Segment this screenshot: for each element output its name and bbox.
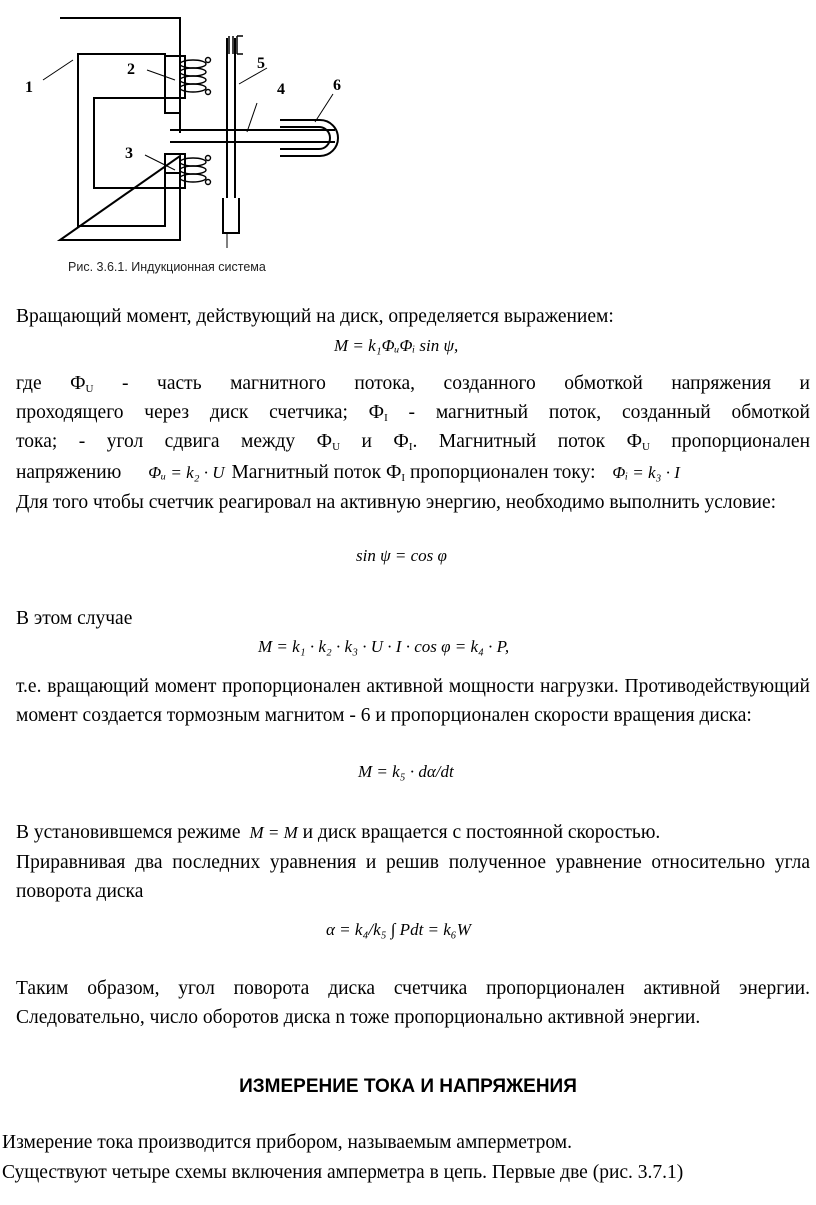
core-inner	[78, 54, 165, 226]
paragraph-in-this-case: В этом случае	[16, 608, 133, 629]
formula-torque: M = k₁ΦᵤΦᵢ sin ψ,	[334, 336, 459, 355]
figure-label-6: 6	[333, 77, 341, 94]
paragraph-counter-torque: т.е. вращающий момент пропорционален активной мощности нагрузки. Противодействующий момент создается тормозным магнитом - 6 и пропорционален скорости вращения диска:	[16, 676, 810, 726]
paragraph-where-line1: где $Ф_U$ - часть магнитного потока, созданного обмоткой напряжения и	[16, 373, 810, 395]
formula-active-torque: M = k₁ · k₂ · k₃ · U · I · cos φ = k₄ · P,	[258, 637, 510, 656]
formula-steady-state: M = M	[249, 823, 298, 842]
paragraph-where-line3: тока; - угол сдвига между $Ф_U$ и $Ф_I$. Магнитный поток $Ф_U$ пропорционален	[16, 431, 811, 453]
figure-label-4: 4	[277, 81, 285, 98]
induction-system-figure	[15, 8, 375, 266]
figure-label-2: 2	[127, 61, 135, 78]
paragraph-condition: Для того чтобы счетчик реагировал на активную энергию, необходимо выполнить условие:	[16, 492, 777, 513]
paragraph-torque-intro: Вращающий момент, действующий на диск, определяется выражением:	[16, 306, 614, 327]
paragraph-steady-state-rest: Приравнивая два последних уравнения и решив полученное уравнение относительно угла поворота диска	[16, 852, 810, 902]
formula-condition: sin ψ = cos φ	[356, 546, 447, 565]
figure-label-1: 1	[25, 79, 33, 96]
formula-braking-torque: M = k₅ · dα/dt	[358, 762, 454, 781]
formula-rotation-angle: α = k₄/k₅ ∫ Pdt = k₆W	[326, 920, 471, 939]
paragraph-conclusion: Таким образом, угол поворота диска счетчика пропорционален активной энергии. Следовательно, число оборотов диска n тоже пропорционально активной энергии.	[16, 978, 810, 1028]
paragraph-where-line4: напряжению Φᵤ = k₂ · U Магнитный поток $Ф_I$ пропорционален току: Φᵢ = k₃ · I	[16, 462, 680, 484]
paragraph-ammeter-schemes: Существуют четыре схемы включения амперметра в цепь. Первые две (рис. 3.7.1)	[2, 1162, 684, 1183]
figure-label-3: 3	[125, 145, 133, 162]
figure-label-5: 5	[257, 55, 265, 72]
paragraph-where-line2: проходящего через диск счетчика; $Ф_I$ - магнитный поток, созданный обмоткой	[16, 402, 810, 424]
section-heading: ИЗМЕРЕНИЕ ТОКА И НАПРЯЖЕНИЯ	[239, 1076, 577, 1097]
figure-caption: Рис. 3.6.1. Индукционная система	[68, 260, 266, 274]
formula-flux-i: Φᵢ = k₃ · I	[612, 463, 680, 482]
formula-flux-u: Φᵤ = k₂ · U	[148, 463, 225, 482]
paragraph-ammeter-intro: Измерение тока производится прибором, называемым амперметром.	[2, 1132, 572, 1153]
paragraph-steady-state-line1: В установившемся режиме M = M и диск вращается с постоянной скоростью.	[16, 822, 661, 843]
